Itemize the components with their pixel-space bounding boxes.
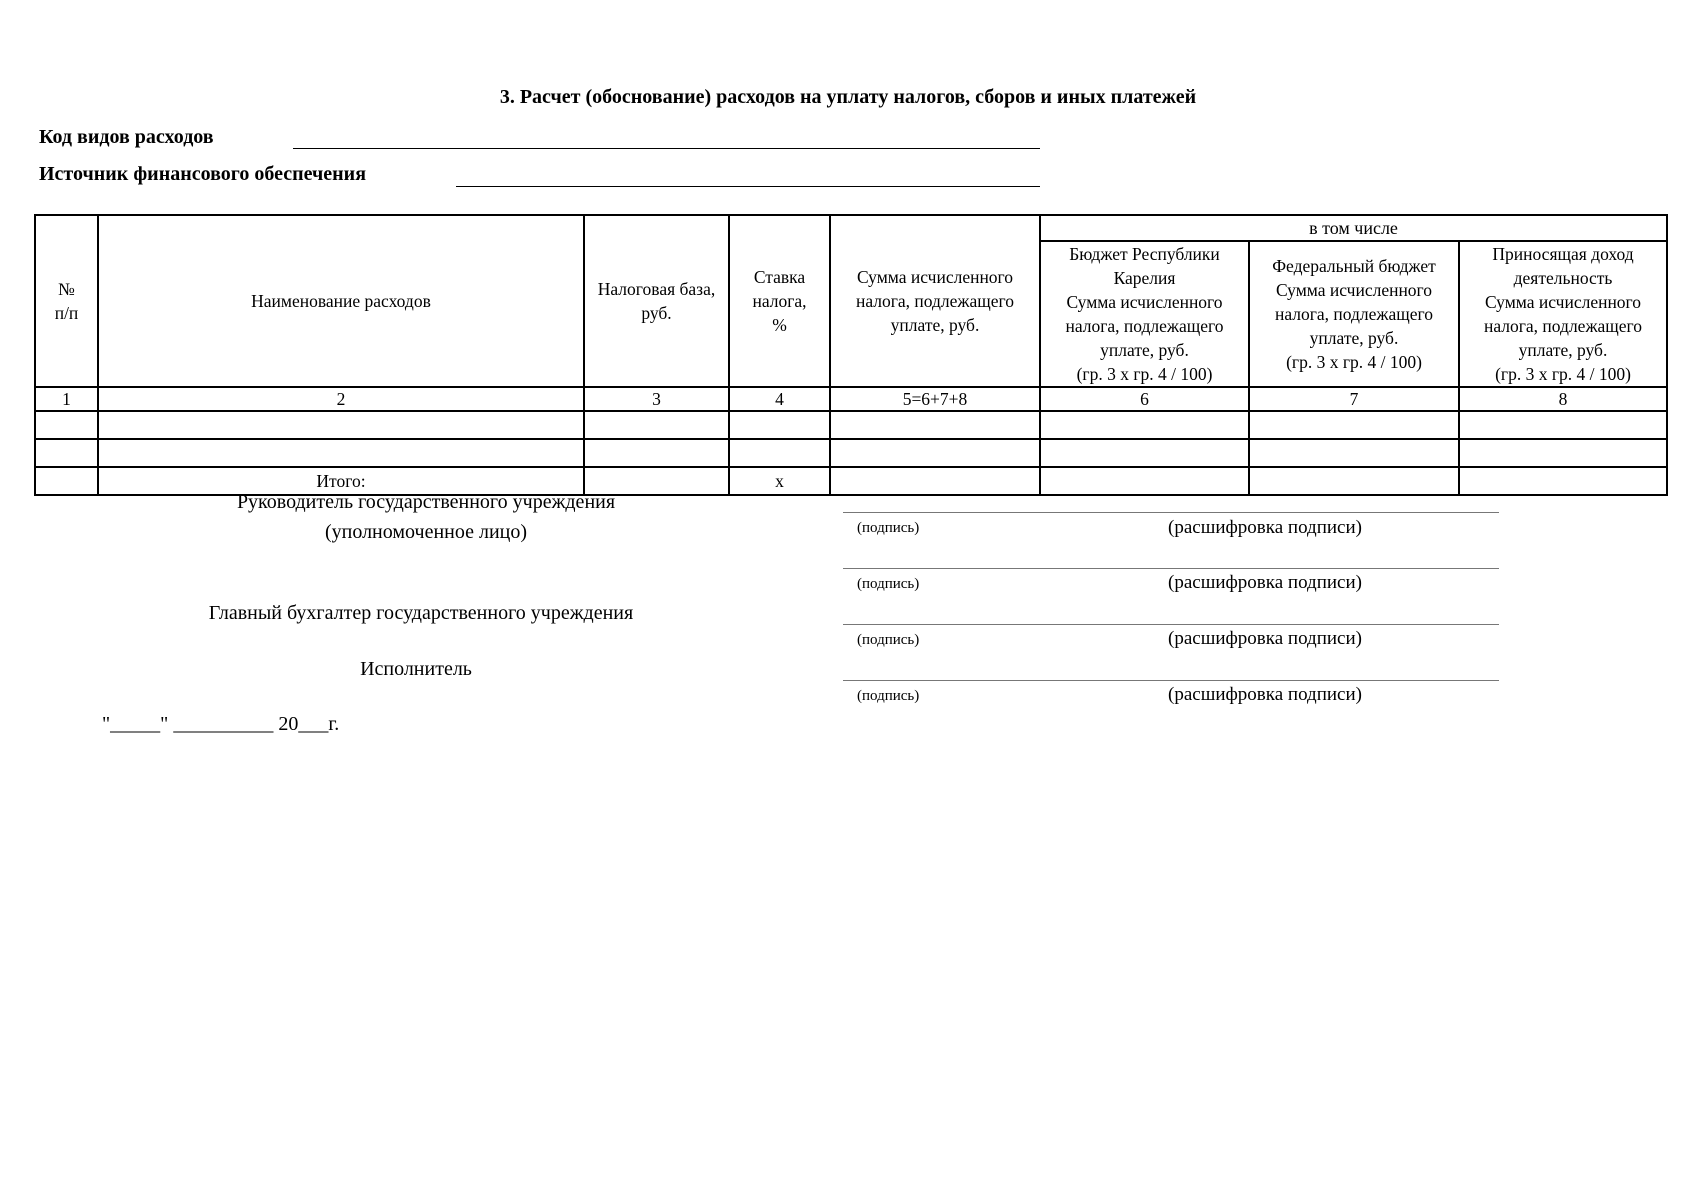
header-tax-rate: Ставка налога, % [729, 215, 830, 387]
signature-decode-caption: (расшифровка подписи) [1168, 517, 1362, 538]
header-tax-base: Налоговая база, руб. [584, 215, 729, 387]
table-cell [35, 467, 98, 495]
table-cell[interactable] [584, 439, 729, 467]
table-cell[interactable] [830, 439, 1040, 467]
table-cell[interactable] [1040, 439, 1249, 467]
executor-label: Исполнитель [360, 658, 472, 680]
chief-accountant-label: Главный бухгалтер государственного учреждения [208, 602, 634, 624]
total-tax-sum[interactable] [830, 467, 1040, 495]
signature-line[interactable] [843, 512, 1499, 513]
expense-code-field[interactable] [293, 148, 1040, 149]
table-row [35, 411, 1667, 439]
signature-decode-caption: (расшифровка подписи) [1168, 684, 1362, 705]
column-number: 5=6+7+8 [830, 387, 1040, 411]
header-federal-budget: Федеральный бюджет Сумма исчисленного налога, подлежащего уплате, руб. (гр. 3 х гр. 4 / 100) [1249, 241, 1459, 387]
table-row [35, 439, 1667, 467]
table-header-row [35, 215, 1667, 241]
head-label: Руководитель государственного учреждения [236, 491, 616, 513]
signature-caption: (подпись) [857, 688, 920, 704]
signature-decode-caption: (расшифровка подписи) [1168, 628, 1362, 649]
total-rate-mark: х [729, 467, 830, 495]
column-number: 4 [729, 387, 830, 411]
header-expense-name: Наименование расходов [98, 215, 584, 387]
signature-decode-caption: (расшифровка подписи) [1168, 572, 1362, 593]
date-line[interactable]: "_____" __________ 20___г. [102, 713, 340, 735]
table-cell[interactable] [1040, 411, 1249, 439]
column-number: 7 [1249, 387, 1459, 411]
total-regional[interactable] [1040, 467, 1249, 495]
table-cell[interactable] [584, 411, 729, 439]
header-income-activity: Приносящая доход деятельность Сумма исчисленного налога, подлежащего уплате, руб. (гр. 3 х гр. 4 / 100) [1459, 241, 1667, 387]
column-number: 1 [35, 387, 98, 411]
tax-calculation-table [34, 214, 1668, 496]
column-number: 8 [1459, 387, 1667, 411]
column-number: 3 [584, 387, 729, 411]
header-tax-sum: Сумма исчисленного налога, подлежащего уплате, руб. [830, 215, 1040, 387]
table-cell[interactable] [729, 439, 830, 467]
page-title: 3. Расчет (обоснование) расходов на уплату налогов, сборов и иных платежей [499, 86, 1197, 108]
signature-line[interactable] [843, 624, 1499, 625]
table-cell[interactable] [1249, 411, 1459, 439]
table-cell[interactable] [98, 411, 584, 439]
column-number: 6 [1040, 387, 1249, 411]
funding-source-label: Источник финансового обеспечения [39, 163, 367, 185]
table-cell[interactable] [830, 411, 1040, 439]
signature-line[interactable] [843, 568, 1499, 569]
signature-caption: (подпись) [857, 520, 920, 536]
table-cell[interactable] [35, 411, 98, 439]
signature-caption: (подпись) [857, 632, 920, 648]
header-number: № п/п [35, 215, 98, 387]
header-including: в том числе [1040, 215, 1667, 241]
table-cell[interactable] [1459, 411, 1667, 439]
table-cell[interactable] [1459, 439, 1667, 467]
table-cell[interactable] [98, 439, 584, 467]
expense-code-label: Код видов расходов [39, 126, 214, 148]
total-federal[interactable] [1249, 467, 1459, 495]
column-number: 2 [98, 387, 584, 411]
total-income[interactable] [1459, 467, 1667, 495]
signature-caption: (подпись) [857, 576, 920, 592]
total-label: Итого: [98, 467, 584, 495]
column-number-row [35, 387, 1667, 411]
table-cell[interactable] [729, 411, 830, 439]
header-regional-budget: Бюджет Республики Карелия Сумма исчисленного налога, подлежащего уплате, руб. (гр. 3 х гр. 4 / 100) [1040, 241, 1249, 387]
signature-line[interactable] [843, 680, 1499, 681]
table-cell[interactable] [1249, 439, 1459, 467]
head-sub-label: (уполномоченное лицо) [324, 521, 528, 543]
table-cell[interactable] [35, 439, 98, 467]
funding-source-field[interactable] [456, 186, 1040, 187]
